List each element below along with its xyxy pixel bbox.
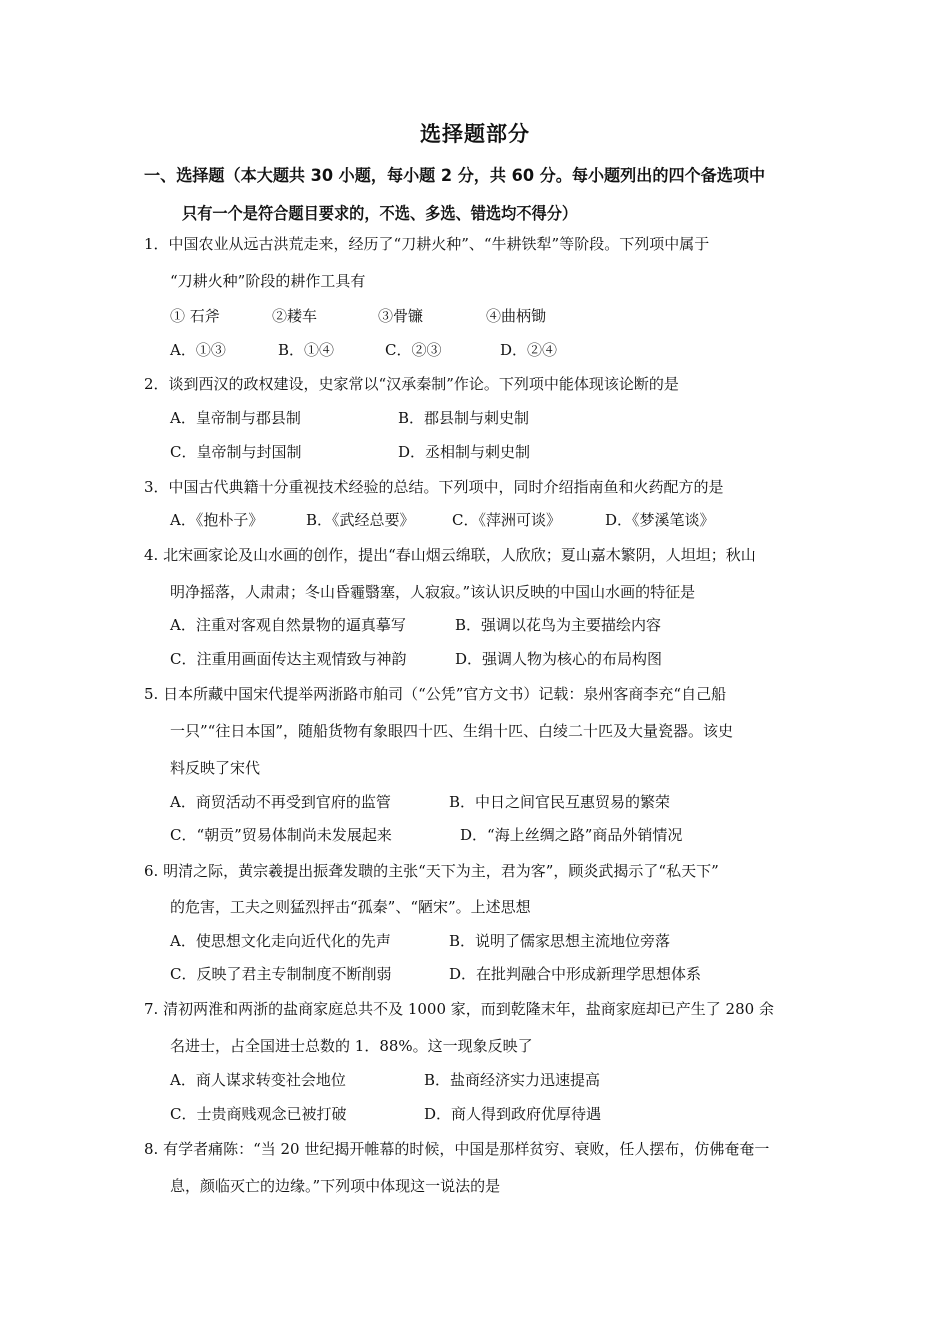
question-2-option-d[interactable]: D．丞相制与刺史制 [398,443,531,461]
question-1-option-a[interactable]: A．①③ [170,341,226,359]
question-7-option-b[interactable]: B．盐商经济实力迅速提高 [424,1071,601,1089]
question-5-option-d[interactable]: D．“海上丝绸之路”商品外销情况 [460,826,683,844]
question-6-option-b[interactable]: B．说明了儒家思想主流地位旁落 [449,932,671,950]
question-7-option-a[interactable]: A．商人谋求转变社会地位 [170,1071,346,1089]
question-3-option-b[interactable]: B．《武经总要》 [306,511,415,529]
question-7-line-1: 7. 清初两淮和两浙的盐商家庭总共不及 1000 家，而到乾隆末年，盐商家庭却已产生了 280 余 [144,1000,774,1018]
question-2-option-b[interactable]: B．郡县制与刺史制 [398,409,530,427]
question-1-item-2: ②耧车 [272,307,318,325]
question-4-line-1: 4. 北宋画家论及山水画的创作，提出“春山烟云绵联，人欣欣；夏山嘉木繁阴，人坦坦；秋山 [144,546,756,564]
question-6-line-1: 6. 明清之际，黄宗羲提出振聋发聩的主张“天下为主，君为客”，顾炎武揭示了“私天下” [144,862,719,880]
question-1-option-c[interactable]: C．②③ [385,341,442,359]
question-1-line-1: 1．中国农业从远古洪荒走来，经历了“刀耕火种”、“牛耕铁犁”等阶段。下列项中属于 [144,235,710,253]
question-6-option-c[interactable]: C．反映了君主专制制度不断削弱 [170,965,392,983]
question-7-option-c[interactable]: C．士贵商贱观念已被打破 [170,1105,347,1123]
question-7-line-2: 名进士，占全国进士总数的 1．88%。这一现象反映了 [170,1037,533,1055]
page-title: 选择题部分 [420,122,530,146]
question-4-option-d[interactable]: D．强调人物为核心的布局构图 [455,650,663,668]
question-1-line-2: “刀耕火种”阶段的耕作工具有 [170,272,366,290]
question-4-option-b[interactable]: B．强调以花鸟为主要描绘内容 [455,616,662,634]
question-5-line-1: 5. 日本所藏中国宋代提举两浙路市舶司（“公凭”官方文书）记载：泉州客商李充“自己船 [144,685,727,703]
question-6-option-d[interactable]: D．在批判融合中形成新理学思想体系 [449,965,702,983]
section-heading-line-2: 只有一个是符合题目要求的，不选、多选、错选均不得分） [182,204,578,223]
question-3-line-1: 3．中国古代典籍十分重视技术经验的总结。下列项中，同时介绍指南鱼和火药配方的是 [144,478,724,496]
question-1-item-4: ④曲柄锄 [486,307,547,325]
question-3-option-a[interactable]: A．《抱朴子》 [170,511,264,529]
question-4-line-2: 明净摇落，人肃肃；冬山昏霾翳塞，人寂寂。”该认识反映的中国山水画的特征是 [170,583,696,601]
question-5-line-3: 料反映了宋代 [170,759,261,777]
question-5-line-2: 一只”“往日本国”，随船货物有象眼四十匹、生绢十匹、白绫二十匹及大量瓷器。该史 [170,722,734,740]
question-8-line-2: 息，颜临灭亡的边缘。”下列项中体现这一说法的是 [170,1177,501,1195]
question-1-item-3: ③骨镰 [378,307,424,325]
question-3-option-d[interactable]: D．《梦溪笔谈》 [605,511,715,529]
section-heading-line-1: 一、选择题（本大题共 30 小题，每小题 2 分，共 60 分。每小题列出的四个备选项中 [144,166,766,185]
question-2-line-1: 2．谈到西汉的政权建设，史家常以“汉承秦制”作论。下列项中能体现该论断的是 [144,375,679,393]
question-5-option-b[interactable]: B．中日之间官民互惠贸易的繁荣 [449,793,671,811]
question-3-option-c[interactable]: C．《萍洲可谈》 [452,511,561,529]
question-2-option-a[interactable]: A．皇帝制与郡县制 [170,409,301,427]
question-6-line-2: 的危害，工夫之则猛烈抨击“孤秦”、“陋宋”。上述思想 [170,898,531,916]
question-4-option-c[interactable]: C．注重用画面传达主观情致与神韵 [170,650,407,668]
question-8-line-1: 8. 有学者痛陈：“当 20 世纪揭开帷幕的时候，中国是那样贫穷、衰败，任人摆布，仿佛奄奄一 [144,1140,770,1158]
question-2-option-c[interactable]: C．皇帝制与封国制 [170,443,302,461]
question-5-option-a[interactable]: A．商贸活动不再受到官府的监管 [170,793,391,811]
question-5-option-c[interactable]: C．“朝贡”贸易体制尚未发展起来 [170,826,392,844]
question-1-option-d[interactable]: D．②④ [500,341,558,359]
question-7-option-d[interactable]: D．商人得到政府优厚待遇 [424,1105,602,1123]
question-1-item-1: ① 石斧 [170,307,220,325]
question-4-option-a[interactable]: A．注重对客观自然景物的逼真摹写 [170,616,406,634]
question-6-option-a[interactable]: A．使思想文化走向近代化的先声 [170,932,391,950]
question-1-option-b[interactable]: B．①④ [278,341,335,359]
